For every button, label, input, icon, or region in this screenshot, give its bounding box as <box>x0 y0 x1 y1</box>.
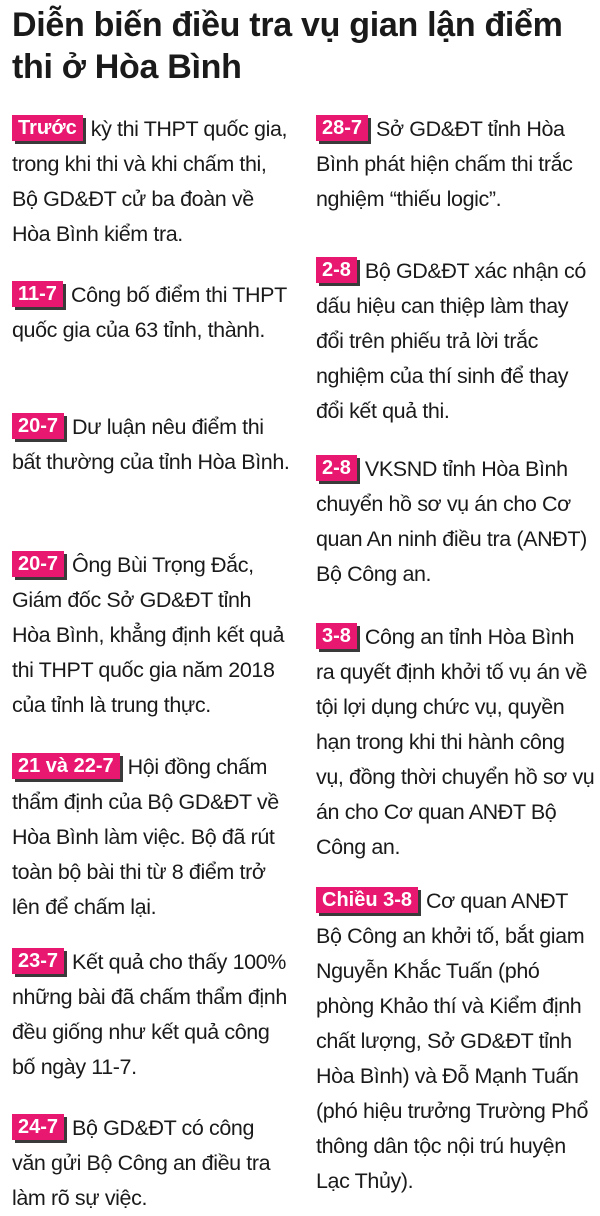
date-badge: 2-8 <box>316 257 357 283</box>
entry-text: Bộ GD&ĐT xác nhận có dấu hiệu can thiệp làm thay đổi trên phiếu trả lời trắc nghiệm của thí sinh để thay đổi kết quả thi. <box>316 259 586 423</box>
entry-text: Bộ GD&ĐT có công văn gửi Bộ Công an điều tra làm rõ sự việc. <box>12 1116 271 1210</box>
entry-text: Hội đồng chấm thẩm định của Bộ GD&ĐT về Hòa Bình làm việc. Bộ đã rút toàn bộ bài thi từ 8 điểm trở lên để chấm lại. <box>12 755 279 919</box>
timeline-entry <box>316 452 596 592</box>
timeline-entry <box>12 278 292 348</box>
entry-text: Ông Bùi Trọng Đắc, Giám đốc Sở GD&ĐT tỉnh Hòa Bình, khẳng định kết quả thi THPT quốc gia năm 2018 của tỉnh là trung thực. <box>12 553 285 717</box>
date-badge: Trước <box>12 115 83 141</box>
entry-text: Công an tỉnh Hòa Bình ra quyết định khởi tố vụ án về tội lợi dụng chức vụ, quyền hạn trong khi thi hành công vụ, đồng thời chuyển hồ sơ vụ án cho Cơ quan ANĐT Bộ Công an. <box>316 625 595 859</box>
entry-text: Dư luận nêu điểm thi bất thường của tỉnh Hòa Bình. <box>12 415 290 474</box>
date-badge: 21 và 22-7 <box>12 753 120 779</box>
timeline-entry <box>12 945 292 1085</box>
timeline-entry <box>12 1111 292 1216</box>
date-badge: 11-7 <box>12 281 63 307</box>
timeline-entry <box>316 112 596 217</box>
entry-text: Công bố điểm thi THPT quốc gia của 63 tỉnh, thành. <box>12 283 287 342</box>
date-badge: Chiều 3-8 <box>316 887 418 913</box>
date-badge: 24-7 <box>12 1114 64 1140</box>
entry-text: Kết quả cho thấy 100% những bài đã chấm thẩm định đều giống như kết quả công bố ngày 11-7. <box>12 950 287 1079</box>
timeline-entry <box>316 884 596 1199</box>
date-badge: 2-8 <box>316 455 357 481</box>
date-badge: 3-8 <box>316 623 357 649</box>
timeline-entry <box>316 620 596 865</box>
entry-text: VKSND tỉnh Hòa Bình chuyển hồ sơ vụ án cho Cơ quan An ninh điều tra (ANĐT) Bộ Công an. <box>316 457 587 586</box>
entry-text: kỳ thi THPT quốc gia, trong khi thi và khi chấm thi, Bộ GD&ĐT cử ba đoàn về Hòa Bình kiểm tra. <box>12 117 288 246</box>
page-title: Diễn biến điều tra vụ gian lận điểm thi ở Hòa Bình <box>12 6 563 86</box>
date-badge: 20-7 <box>12 551 64 577</box>
entry-text: Sở GD&ĐT tỉnh Hòa Bình phát hiện chấm thi trắc nghiệm “thiếu logic”. <box>316 117 573 211</box>
timeline-entry <box>12 410 292 480</box>
timeline-entry <box>12 750 292 925</box>
timeline-entry <box>316 254 596 429</box>
timeline-entry <box>12 112 292 252</box>
date-badge: 20-7 <box>12 413 64 439</box>
date-badge: 23-7 <box>12 948 64 974</box>
entry-text: Cơ quan ANĐT Bộ Công an khởi tố, bắt giam Nguyễn Khắc Tuấn (phó phòng Khảo thí và Kiểm định chất lượng, Sở GD&ĐT tỉnh Hòa Bình) và Đỗ Mạnh Tuấn (phó hiệu trưởng Trường Phổ thông dân tộc nội trú huyện Lạc Thủy). <box>316 889 589 1193</box>
timeline-entry <box>12 548 292 723</box>
date-badge: 28-7 <box>316 115 368 141</box>
